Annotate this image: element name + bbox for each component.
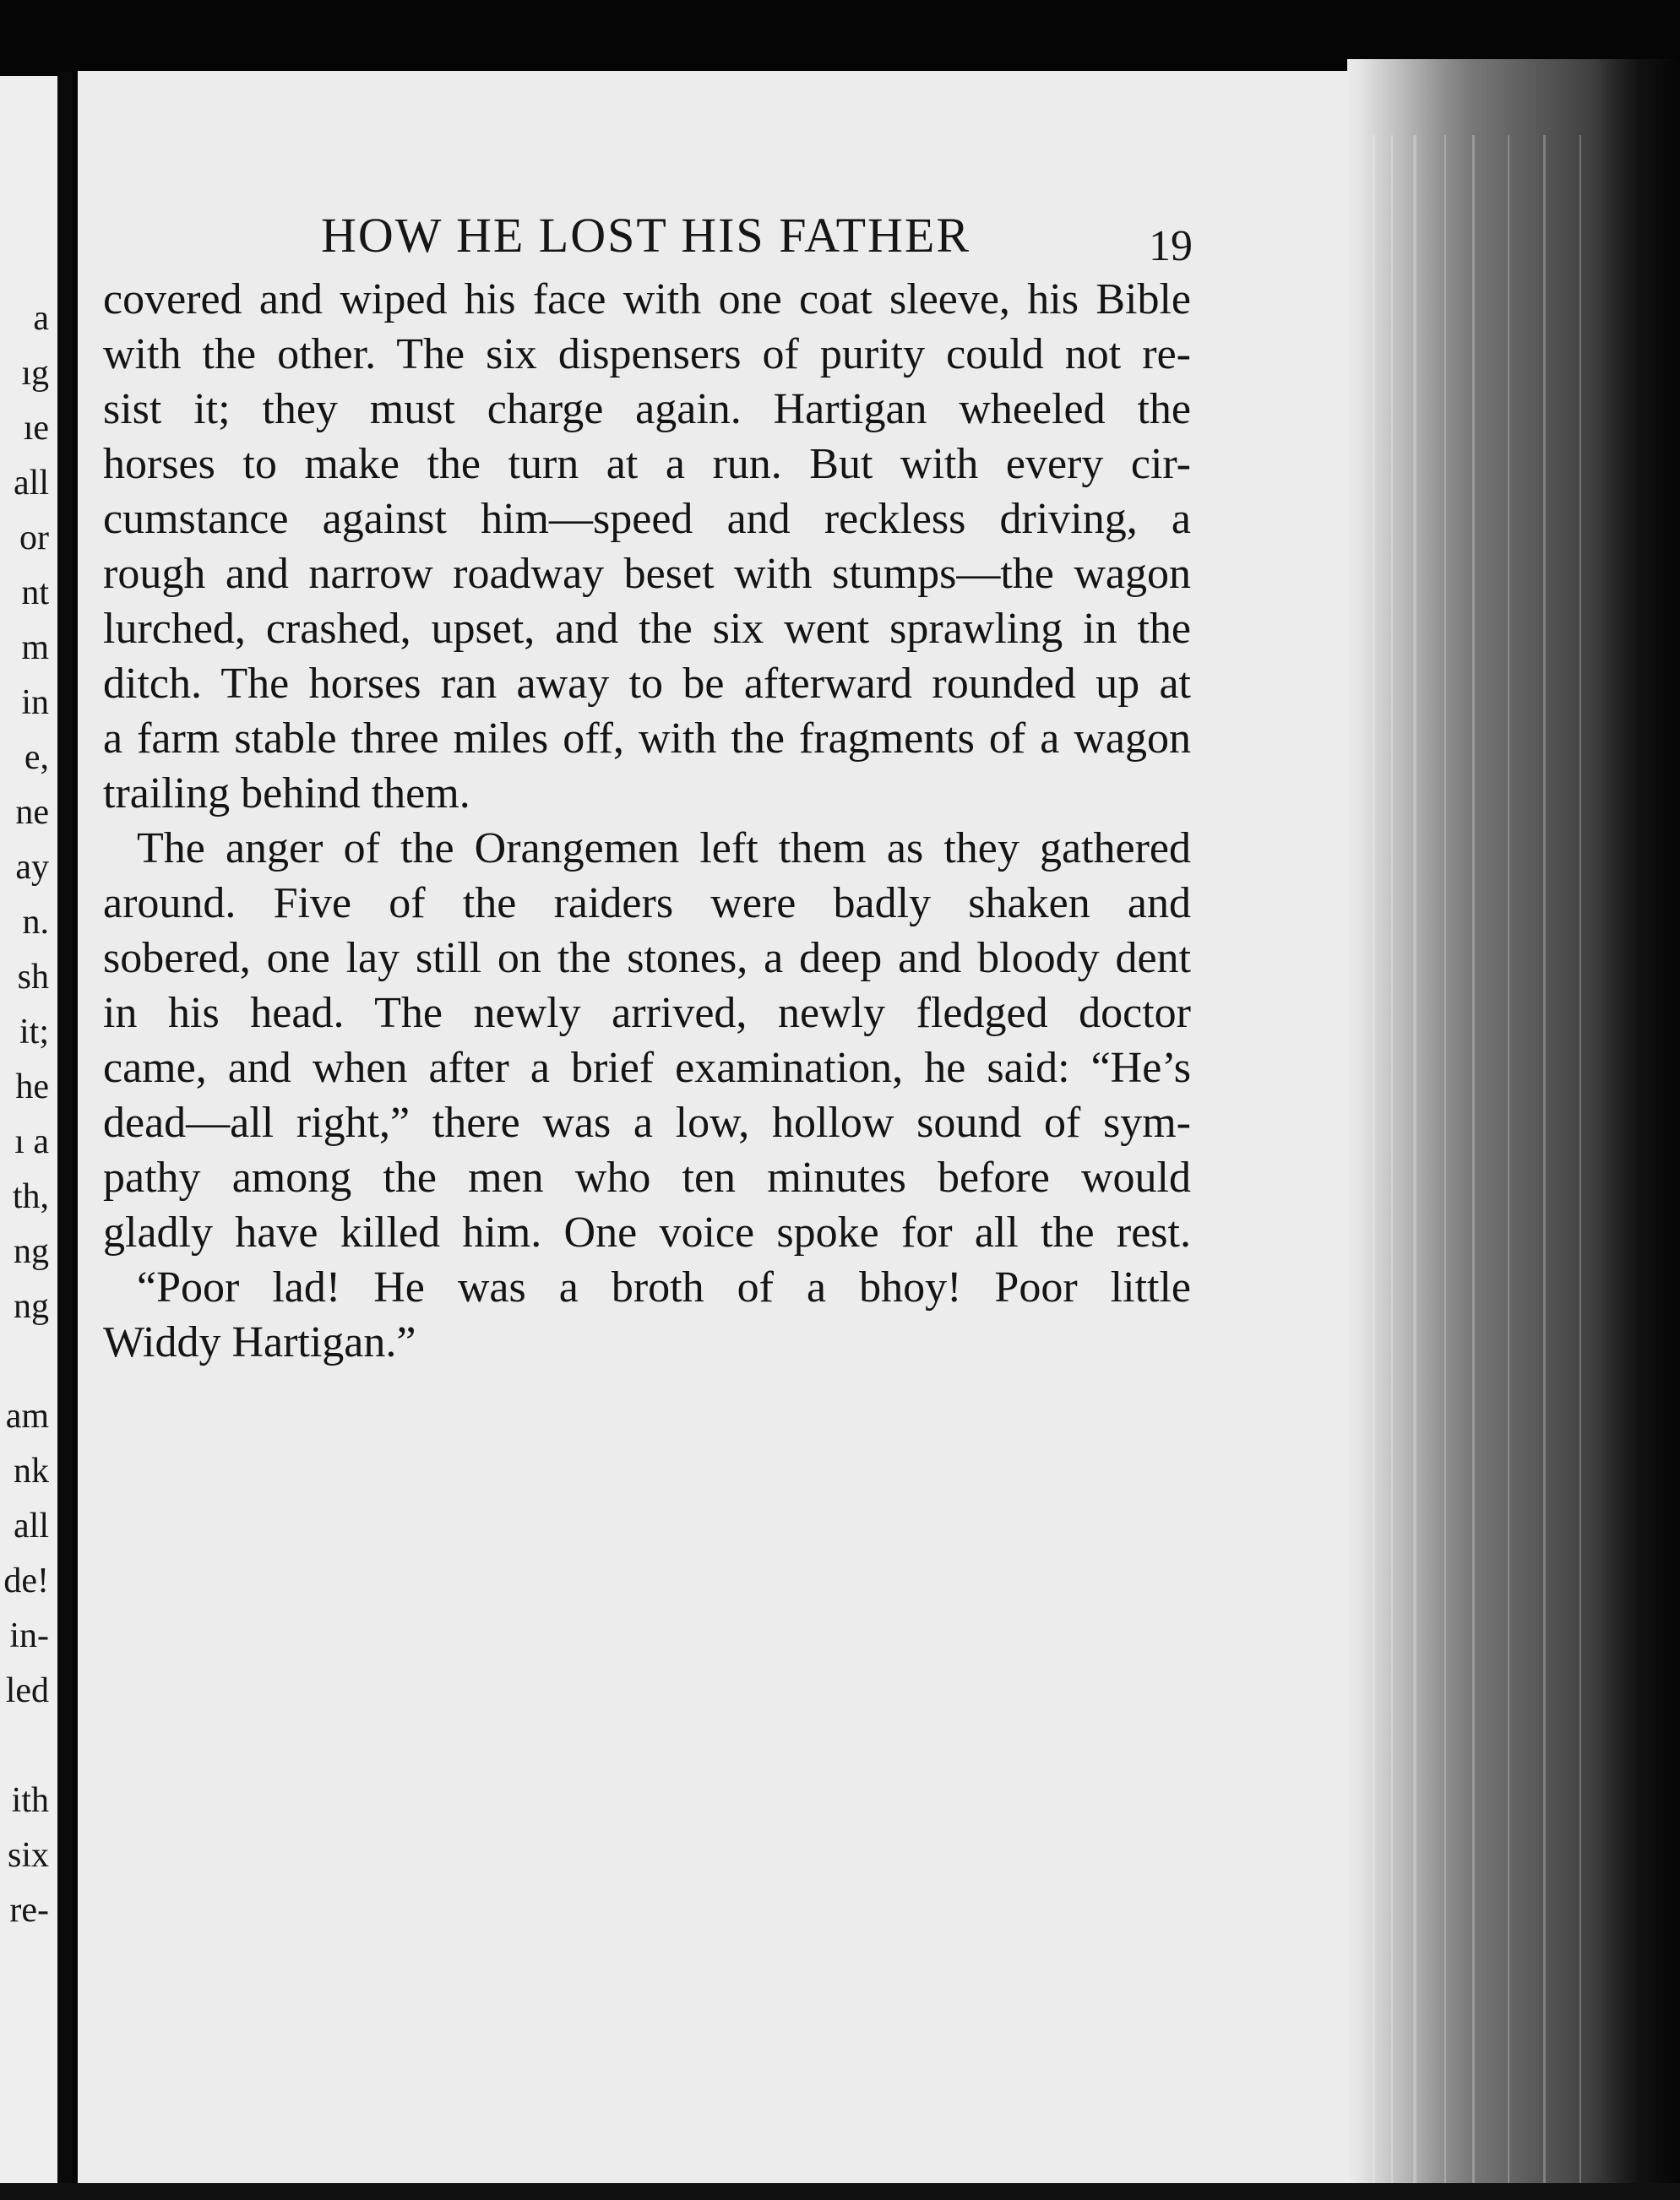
previous-page-fragment [0,1334,49,1389]
previous-page-fragment: ıe [23,409,49,448]
previous-page-fragment: or [19,519,49,557]
text-line: covered and wiped his face with one coat sleeve, his Bible [103,275,1191,323]
page-number: 19 [1149,222,1193,270]
text-line: pathy among the men who ten minutes before would [103,1154,1191,1202]
text-line: sobered, one lay still on the stones, a deep and bloody dent [103,934,1191,982]
text-line: came, and when after a brief examination, he said: “He’s [103,1044,1191,1092]
previous-page-fragment: nk [14,1452,49,1491]
scan-streak [1373,135,1375,2200]
text-line: horses to make the turn at a run. But with every cir- [103,440,1191,488]
text-line: with the other. The six dispensers of purity could not re- [103,330,1191,378]
previous-page-fragment: ng [14,1287,49,1326]
scan-streak [1444,135,1446,2200]
page-body-text [103,272,1191,1370]
previous-page-fragment: led [5,1671,49,1710]
previous-page-fragment: ay [15,848,49,887]
scan-streak [1579,135,1581,2200]
previous-page-fragment: all [14,1507,49,1545]
previous-page-fragment: six [7,1836,49,1875]
previous-page-fragment: n. [22,903,49,942]
text-line: lurched, crashed, upset, and the six went sprawling in the [103,605,1191,653]
scan-streak [1543,135,1546,2200]
scan-streak [1472,135,1475,2200]
text-line: ditch. The horses ran away to be afterward rounded up at [103,660,1191,708]
previous-page-fragment: sh [17,958,49,997]
previous-page-fragment: ng [14,1232,49,1271]
text-line: sist it; they must charge again. Hartigan wheeled the [103,385,1191,433]
text-line: gladly have killed him. One voice spoke for all the rest. [103,1209,1191,1257]
previous-page-fragment: nt [21,573,49,612]
previous-page-fragment: ıg [21,354,49,393]
previous-page-fragment: re- [9,1891,49,1930]
previous-page-fragment: in- [9,1616,49,1655]
scan-streak [1391,135,1393,2200]
text-line: rough and narrow roadway beset with stumps—the wagon [103,550,1191,598]
text-line: in his head. The newly arrived, newly fledged doctor [103,989,1191,1037]
previous-page-fragment: e, [24,738,49,777]
text-line: cumstance against him—speed and reckless driving, a [103,495,1191,543]
previous-page-fragment: it; [19,1013,49,1051]
previous-page-fragment: ne [15,793,49,832]
previous-page-fragment: am [5,1397,49,1436]
previous-page-fragment: all [14,464,49,502]
page-divider [57,72,73,2200]
text-line: The anger of the Orangemen left them as they gathered [137,824,1191,872]
previous-page-fragment: th, [12,1177,49,1216]
previous-page-fragment: a [33,299,49,338]
previous-page-fragment [0,1719,49,1774]
scan-streak [1508,135,1509,2200]
text-line: a farm stable three miles off, with the fragments of a wagon [103,714,1191,763]
previous-page-edge [0,76,57,2196]
scan-streak [1413,135,1416,2200]
text-line: dead—all right,” there was a low, hollow sound of sym- [103,1099,1191,1147]
previous-page-fragment: m [21,628,49,667]
previous-page-fragment: in [21,683,49,722]
scan-bottom-border [0,2183,1680,2200]
running-head: HOW HE LOST HIS FATHER [321,208,971,263]
previous-page-fragment: ith [11,1781,49,1820]
text-line: trailing behind them. [103,769,470,818]
text-line: “Poor lad! He was a broth of a bhoy! Poor little [137,1263,1191,1312]
previous-page-fragment: ı a [14,1122,49,1161]
text-line: around. Five of the raiders were badly shaken and [103,879,1191,927]
binding-gutter-shadow [1347,59,1680,2200]
previous-page-fragment: he [15,1067,49,1106]
previous-page-fragment: de! [3,1562,49,1600]
previous-page-line-endings [0,291,49,1938]
text-line: Widdy Hartigan.” [103,1318,416,1366]
